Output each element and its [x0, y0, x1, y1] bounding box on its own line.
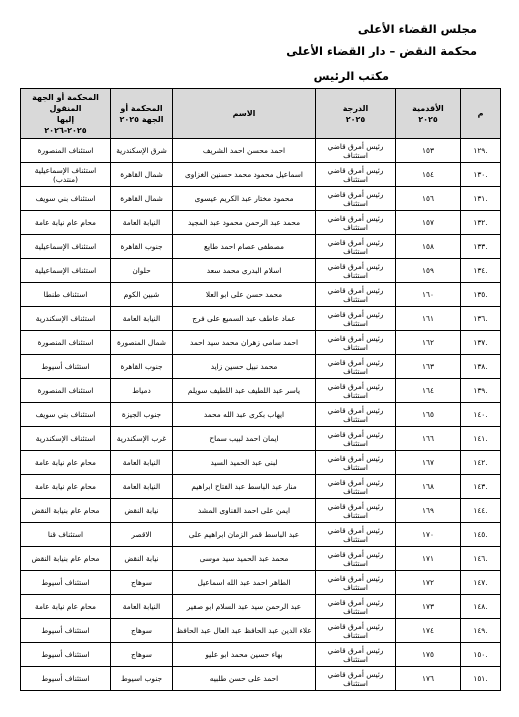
col-header-seniority: الأقدمية ٢٠٢٥ [396, 89, 461, 139]
cell-new-court: محام عام نيابة عامة [21, 451, 111, 475]
table-row [21, 451, 501, 475]
cell-name: ايمان احمد لبيب سماح [173, 427, 316, 451]
table-row [21, 163, 501, 187]
col-header-no: م [461, 89, 501, 139]
cell-degree: رئيس أمرق قاضي استئناف [316, 235, 396, 259]
cell-degree: رئيس أمرق قاضي استئناف [316, 523, 396, 547]
cell-degree: رئيس أمرق قاضي استئناف [316, 475, 396, 499]
cell-name: بهاء حسين محمد ابو عليو [173, 643, 316, 667]
table-row [21, 307, 501, 331]
cell-name: الطاهر احمد عبد الله اسماعيل [173, 571, 316, 595]
cell-degree: رئيس أمرق قاضي استئناف [316, 643, 396, 667]
table-row [21, 379, 501, 403]
cell-new-court: استئناف أسيوط [21, 355, 111, 379]
cell-no: .١٥١ [461, 667, 501, 691]
cell-new-court: استئناف أسيوط [21, 619, 111, 643]
transfer-table [20, 88, 501, 691]
cell-no: .١٣١ [461, 187, 501, 211]
council-title: مجلس القضاء الأعلى [357, 22, 477, 36]
cell-no: .١٤١ [461, 427, 501, 451]
cell-no: .١٣٠ [461, 163, 501, 187]
table-row [21, 187, 501, 211]
cell-name: عبد الباسط قمر الزمان ابراهيم على [173, 523, 316, 547]
cell-current-court: جنوب الجيزة [111, 403, 173, 427]
cell-no: .١٥٠ [461, 643, 501, 667]
cell-no: .١٣٣ [461, 235, 501, 259]
cell-seniority: ١٧٣ [396, 595, 461, 619]
cell-name: ايهاب بكرى عبد الله محمد [173, 403, 316, 427]
cell-name: علاء الدين عبد الحافظ عبد العال عبد الحافظ [173, 619, 316, 643]
cell-no: .١٤٤ [461, 499, 501, 523]
cell-seniority: ١٧٦ [396, 667, 461, 691]
cell-current-court: جنوب القاهرة [111, 235, 173, 259]
cell-name: ياسر عبد اللطيف عبد اللطيف سويلم [173, 379, 316, 403]
cell-degree: رئيس أمرق قاضي استئناف [316, 595, 396, 619]
cell-seniority: ١٦٢ [396, 331, 461, 355]
table-row [21, 643, 501, 667]
col-header-degree: الدرجة ٢٠٢٥ [316, 89, 396, 139]
cell-new-court: محام عام نيابة عامة [21, 475, 111, 499]
cell-degree: رئيس أمرق قاضي استئناف [316, 667, 396, 691]
cell-name: محمود مختار عبد الكريم عيسوى [173, 187, 316, 211]
cell-current-court: شبين الكوم [111, 283, 173, 307]
cell-degree: رئيس أمرق قاضي استئناف [316, 451, 396, 475]
table-row [21, 571, 501, 595]
cell-current-court: النيابة العامة [111, 595, 173, 619]
cell-name: اسلام البدرى محمد سعد [173, 259, 316, 283]
cell-name: محمد عبد الرحمن محمود عبد المجيد [173, 211, 316, 235]
cell-name: اسماعيل محمود محمد حسنين الغزاوى [173, 163, 316, 187]
table-row [21, 403, 501, 427]
cell-degree: رئيس أمرق قاضي استئناف [316, 499, 396, 523]
cell-seniority: ١٦٧ [396, 451, 461, 475]
cell-seniority: ١٧٥ [396, 643, 461, 667]
cell-seniority: ١٦٨ [396, 475, 461, 499]
col-header-new-court: المحكمة أو الجهة المنقول إليها ٢٠٢٥-٢٠٢٦ [21, 89, 111, 139]
cell-name: محمد حسن على ابو العلا [173, 283, 316, 307]
table-row [21, 283, 501, 307]
cell-name: عبد الرحمن سيد عبد السلام ابو صفير [173, 595, 316, 619]
cell-no: .١٤٢ [461, 451, 501, 475]
cell-name: عماد عاطف عبد السميع على فرج [173, 307, 316, 331]
cell-new-court: استئناف الإسماعيلية [21, 235, 111, 259]
cell-no: .١٤٨ [461, 595, 501, 619]
cell-current-court: حلوان [111, 259, 173, 283]
cell-new-court: استئناف المنصورة [21, 139, 111, 163]
cell-new-court: محام عام بنيابة النقض [21, 499, 111, 523]
cell-name: مصطفى عصام احمد طايع [173, 235, 316, 259]
cell-seniority: ١٥٤ [396, 163, 461, 187]
cell-current-court: شرق الإسكندرية [111, 139, 173, 163]
cell-current-court: النيابة العامة [111, 307, 173, 331]
cell-no: .١٤٥ [461, 523, 501, 547]
cell-seniority: ١٦٦ [396, 427, 461, 451]
cell-name: احمد على حسن طلبيه [173, 667, 316, 691]
table-row [21, 595, 501, 619]
cell-degree: رئيس أمرق قاضي استئناف [316, 259, 396, 283]
cell-degree: رئيس أمرق قاضي استئناف [316, 283, 396, 307]
cell-seniority: ١٦٠ [396, 283, 461, 307]
cell-seniority: ١٥٨ [396, 235, 461, 259]
cell-current-court: سوهاج [111, 571, 173, 595]
table-row [21, 235, 501, 259]
cell-new-court: استئناف الإسكندرية [21, 307, 111, 331]
cell-current-court: النيابة العامة [111, 451, 173, 475]
table-row [21, 331, 501, 355]
cell-new-court: استئناف الإسكندرية [21, 427, 111, 451]
cell-no: .١٢٩ [461, 139, 501, 163]
table-row [21, 667, 501, 691]
cell-seniority: ١٥٣ [396, 139, 461, 163]
cell-current-court: نيابة النقض [111, 499, 173, 523]
table-row [21, 259, 501, 283]
cell-current-court: جنوب القاهرة [111, 355, 173, 379]
cell-seniority: ١٥٩ [396, 259, 461, 283]
cell-no: .١٣٩ [461, 379, 501, 403]
cell-new-court: محام عام نيابة عامة [21, 211, 111, 235]
table-row [21, 139, 501, 163]
cell-current-court: شمال القاهرة [111, 187, 173, 211]
cell-current-court: الاقصر [111, 523, 173, 547]
cell-new-court: محام عام بنيابة النقض [21, 547, 111, 571]
cell-new-court: استئناف بني سويف [21, 403, 111, 427]
table-header-row [21, 89, 501, 139]
cell-no: .١٣٦ [461, 307, 501, 331]
cell-new-court: استئناف الإسماعيلية [21, 259, 111, 283]
cell-current-court: النيابة العامة [111, 475, 173, 499]
cell-seniority: ١٦٣ [396, 355, 461, 379]
cell-no: .١٣٥ [461, 283, 501, 307]
cell-seniority: ١٦١ [396, 307, 461, 331]
cell-degree: رئيس أمرق قاضي استئناف [316, 547, 396, 571]
court-title: محكمة النقض – دار القضاء الأعلى [286, 44, 477, 58]
cell-degree: رئيس أمرق قاضي استئناف [316, 331, 396, 355]
cell-name: محمد نبيل حسين زايد [173, 355, 316, 379]
cell-current-court: شمال القاهرة [111, 163, 173, 187]
cell-name: لبنى عبد الحميد السيد [173, 451, 316, 475]
col-header-current-court: المحكمة أو الجهة ٢٠٢٥ [111, 89, 173, 139]
cell-no: .١٤٩ [461, 619, 501, 643]
cell-new-court: استئناف أسيوط [21, 571, 111, 595]
cell-new-court: استئناف أسيوط [21, 643, 111, 667]
cell-new-court: محام عام نيابة عامة [21, 595, 111, 619]
cell-degree: رئيس أمرق قاضي استئناف [316, 139, 396, 163]
cell-seniority: ١٧٠ [396, 523, 461, 547]
cell-no: .١٤٣ [461, 475, 501, 499]
cell-seniority: ١٧٤ [396, 619, 461, 643]
cell-current-court: نيابة النقض [111, 547, 173, 571]
cell-name: احمد سامى زهران محمد سيد احمد [173, 331, 316, 355]
table-row [21, 211, 501, 235]
cell-name: احمد محسن احمد الشريف [173, 139, 316, 163]
cell-degree: رئيس أمرق قاضي استئناف [316, 187, 396, 211]
table-row [21, 427, 501, 451]
cell-no: .١٣٧ [461, 331, 501, 355]
cell-name: منار عبد الباسط عبد الفتاح ابراهيم [173, 475, 316, 499]
cell-no: .١٣٤ [461, 259, 501, 283]
cell-no: .١٣٢ [461, 211, 501, 235]
cell-name: ايمن على احمد القناوى المشد [173, 499, 316, 523]
cell-degree: رئيس أمرق قاضي استئناف [316, 571, 396, 595]
cell-new-court: استئناف أسيوط [21, 667, 111, 691]
cell-seniority: ١٦٤ [396, 379, 461, 403]
cell-degree: رئيس أمرق قاضي استئناف [316, 403, 396, 427]
cell-no: .١٤٧ [461, 571, 501, 595]
cell-current-court: النيابة العامة [111, 211, 173, 235]
cell-seniority: ١٦٩ [396, 499, 461, 523]
cell-degree: رئيس أمرق قاضي استئناف [316, 427, 396, 451]
table-row [21, 355, 501, 379]
table-row [21, 547, 501, 571]
office-title: مكتب الرئيس [313, 69, 389, 83]
cell-no: .١٣٨ [461, 355, 501, 379]
cell-seniority: ١٧٢ [396, 571, 461, 595]
cell-current-court: سوهاج [111, 619, 173, 643]
cell-current-court: جنوب اسيوط [111, 667, 173, 691]
cell-current-court: شمال المنصورة [111, 331, 173, 355]
cell-seniority: ١٦٥ [396, 403, 461, 427]
cell-degree: رئيس أمرق قاضي استئناف [316, 355, 396, 379]
cell-no: .١٤٠ [461, 403, 501, 427]
cell-current-court: سوهاج [111, 643, 173, 667]
cell-seniority: ١٥٧ [396, 211, 461, 235]
table-row [21, 475, 501, 499]
table-row [21, 499, 501, 523]
cell-new-court: استئناف المنصورة [21, 331, 111, 355]
table-row [21, 523, 501, 547]
cell-degree: رئيس أمرق قاضي استئناف [316, 163, 396, 187]
cell-seniority: ١٧١ [396, 547, 461, 571]
cell-current-court: دمياط [111, 379, 173, 403]
table-row [21, 619, 501, 643]
cell-name: محمد عبد الحميد سيد موسى [173, 547, 316, 571]
cell-new-court: استئناف بني سويف [21, 187, 111, 211]
cell-new-court: استئناف الإسماعيلية (منتدب) [21, 163, 111, 187]
col-header-name: الاسم [173, 89, 316, 139]
cell-new-court: استئناف طنطا [21, 283, 111, 307]
cell-degree: رئيس أمرق قاضي استئناف [316, 379, 396, 403]
cell-current-court: غرب الإسكندرية [111, 427, 173, 451]
cell-degree: رئيس أمرق قاضي استئناف [316, 211, 396, 235]
cell-new-court: استئناف قنا [21, 523, 111, 547]
cell-degree: رئيس أمرق قاضي استئناف [316, 307, 396, 331]
cell-seniority: ١٥٦ [396, 187, 461, 211]
cell-new-court: استئناف المنصورة [21, 379, 111, 403]
cell-degree: رئيس أمرق قاضي استئناف [316, 619, 396, 643]
cell-no: .١٤٦ [461, 547, 501, 571]
